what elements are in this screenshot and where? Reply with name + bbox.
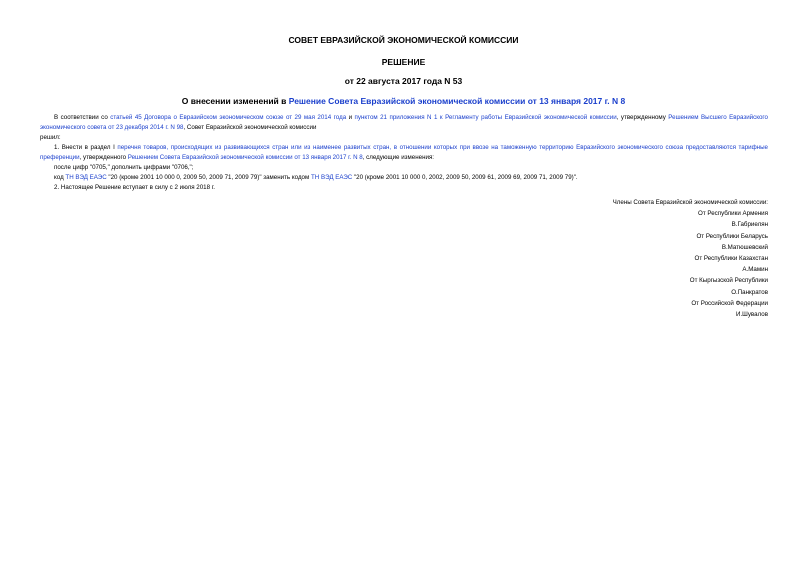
signature-line: О.Панкратов: [731, 288, 768, 296]
item-2-paragraph: 2. Настоящее Решение вступает в силу с 2 июля 2018 г.: [54, 184, 215, 191]
doc-title: [0, 96, 807, 106]
link-goods-list[interactable]: перечня товаров, происходящих из развивающихся стран или из наименее развитых стран, в отношении которых при ввозе на таможенную территорию Евразийского экономического союза предоставляются тарифные преференции: [40, 144, 768, 161]
preamble-text-1: В соответствии со: [54, 114, 111, 121]
resolved-label: решил:: [40, 134, 61, 141]
link-decision-8[interactable]: Решением Совета Евразийской экономической комиссии от 13 января 2017 г. N 8: [127, 154, 363, 161]
link-regulation-clause-21[interactable]: пунктом 21 приложения N 1 к Регламенту работы Евразийской экономической комиссии: [354, 114, 617, 121]
doc-date: от 22 августа 2017 года N 53: [344, 76, 463, 86]
signature-line: И.Шувалов: [736, 311, 768, 319]
signature-line: А.Мамин: [742, 266, 768, 274]
preamble-paragraph: [40, 113, 768, 133]
signature-line: От Кыргызской Республики: [689, 277, 768, 285]
signature-line: От Республики Армения: [698, 210, 768, 218]
preamble-text-2: и: [346, 114, 355, 121]
signature-line: От Республики Беларусь: [696, 232, 768, 240]
change-2-text-1: код: [54, 174, 66, 181]
change-1-paragraph: после цифр "0705," дополнить цифрами "0706,";: [54, 164, 194, 171]
preamble-text-3: , утвержденному: [616, 114, 669, 121]
document-body: [40, 113, 768, 193]
item-1-text-3: , следующие изменения:: [362, 154, 435, 161]
signatures-block: [613, 197, 768, 320]
item-1-paragraph: [40, 143, 768, 163]
item-1-text-2: , утвержденного: [79, 154, 128, 161]
link-treaty-article-45[interactable]: статьей 45 Договора о Евразийском экономическом союзе от 29 мая 2014 года: [110, 114, 347, 121]
change-2-text-2: "20 (кроме 2001 10 000 0, 2009 50, 2009 71, 2009 79)" заменить кодом: [106, 174, 311, 181]
link-tn-ved-1[interactable]: ТН ВЭД ЕАЭС: [65, 174, 107, 181]
signatures-intro: Члены Совета Евразийской экономической комиссии:: [612, 199, 768, 206]
doc-title-prefix: О внесении изменений в: [181, 96, 289, 106]
signature-line: От Республики Казахстан: [694, 255, 768, 263]
signature-line: От Российской Федерации: [691, 299, 768, 307]
preamble-text-4: , Совет Евразийской экономической комиссии: [183, 124, 317, 131]
item-1-text-1: 1. Внести в раздел I: [54, 144, 118, 151]
doc-title-link[interactable]: Решение Совета Евразийской экономической комиссии от 13 января 2017 г. N 8: [288, 96, 626, 106]
link-tn-ved-2[interactable]: ТН ВЭД ЕАЭС: [310, 174, 353, 181]
signature-line: В.Габриелян: [731, 221, 768, 229]
signature-line: В.Матюшевский: [721, 243, 768, 251]
change-2-text-3: "20 (кроме 2001 10 000 0, 2002, 2009 50, 2009 61, 2009 69, 2009 71, 2009 79)".: [352, 174, 578, 181]
org-title: СОВЕТ ЕВРАЗИЙСКОЙ ЭКОНОМИЧЕСКОЙ КОМИССИИ: [288, 35, 519, 45]
link-decision-98[interactable]: Решением Высшего Евразийского экономического совета от 23 декабря 2014 г. N 98: [40, 114, 768, 131]
doc-type: РЕШЕНИЕ: [381, 57, 426, 67]
change-2-paragraph: [40, 173, 768, 183]
